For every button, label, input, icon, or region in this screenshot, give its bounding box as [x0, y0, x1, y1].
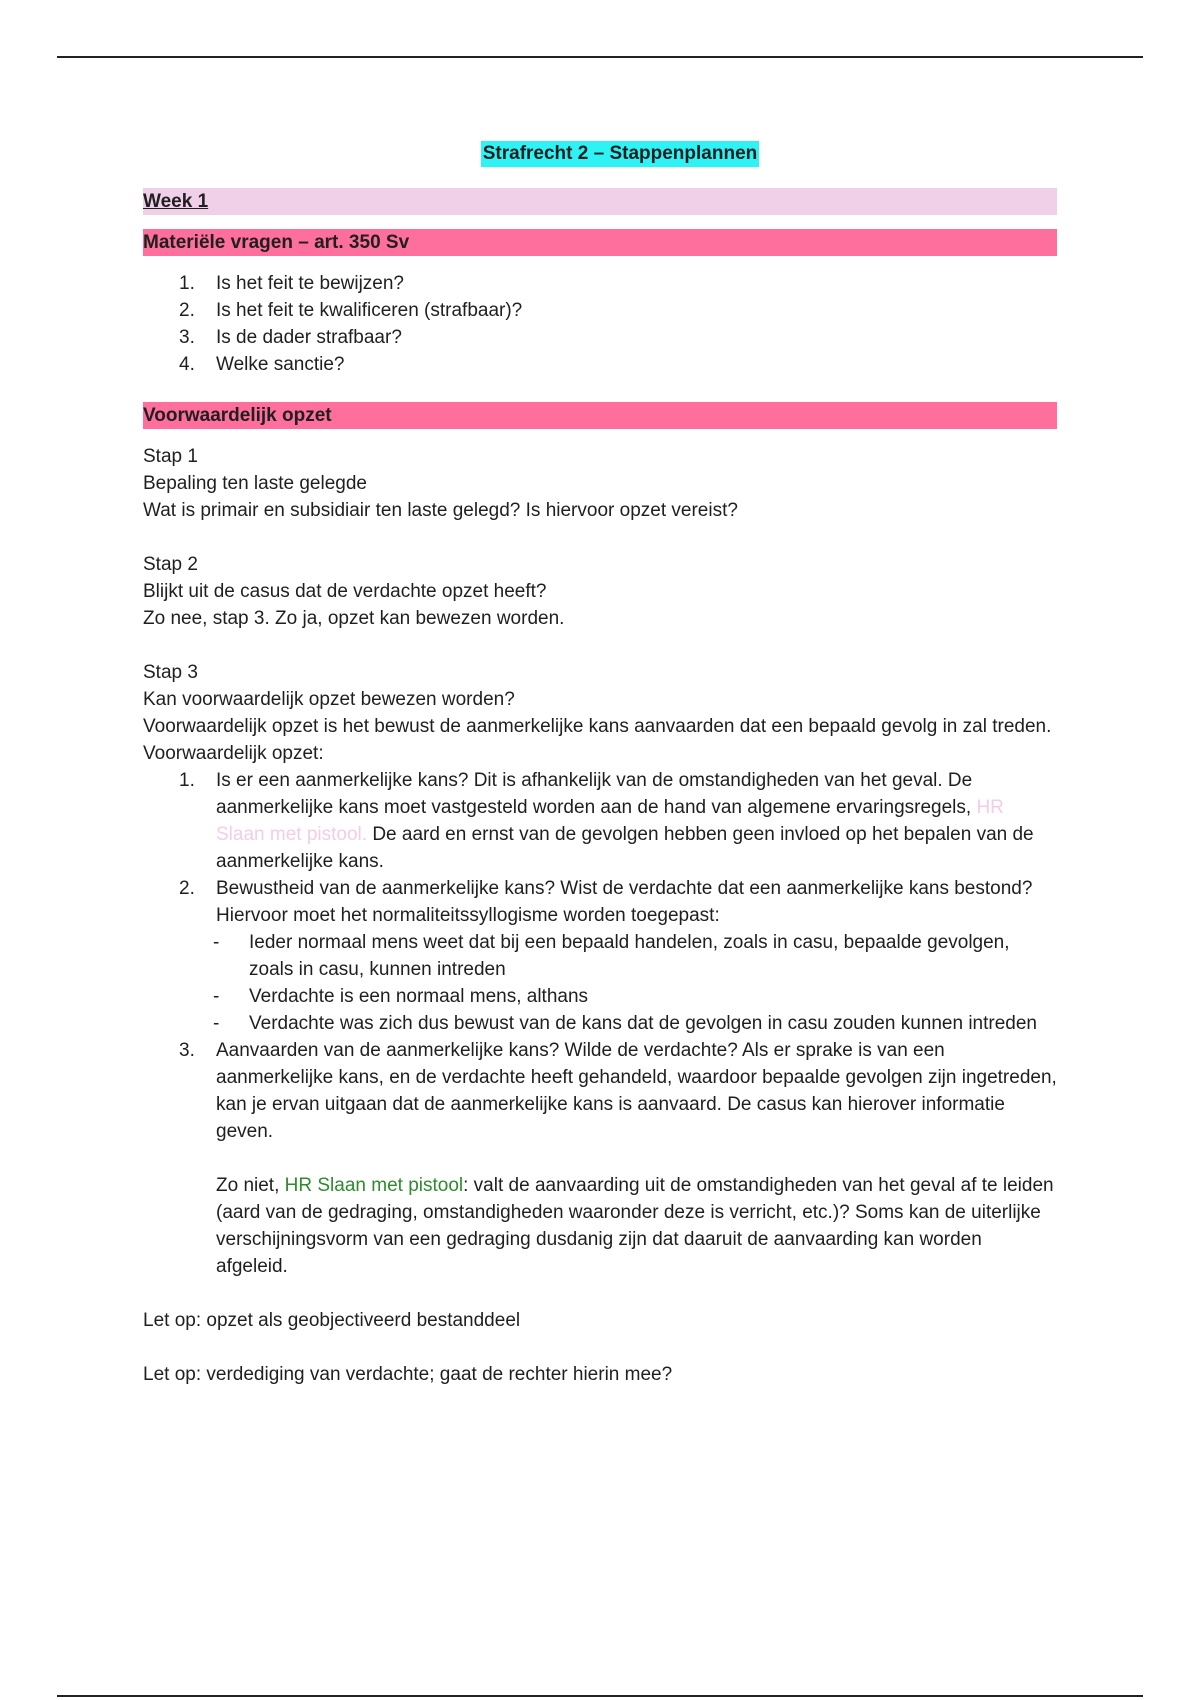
- section-heading-voorwaardelijk-opzet: Voorwaardelijk opzet: [143, 402, 1057, 429]
- dash-item: - Ieder normaal mens weet dat bij een bepaald handelen, zoals in casu, bepaalde gevolgen, zoals in casu, kunnen intreden: [213, 932, 1010, 980]
- stap2-label: Stap 2: [143, 554, 198, 575]
- case-link-hr-slaan-met-pistool[interactable]: HR Slaan met pistool: [284, 1175, 464, 1196]
- dash-item: - Verdachte was zich dus bewust van de kans dat de gevolgen in casu zouden kunnen intreden: [213, 1013, 1037, 1034]
- stap1-line1: Bepaling ten laste gelegde: [143, 473, 367, 494]
- stap2-line2: Zo nee, stap 3. Zo ja, opzet kan bewezen worden.: [143, 608, 565, 629]
- voorwaardelijk-opzet-list: [143, 767, 1057, 1280]
- list-item: 2. Is het feit te kwalificeren (strafbaar)?: [179, 300, 523, 321]
- materiele-vragen-list: [143, 270, 1057, 378]
- top-rule: [57, 56, 1143, 58]
- stap1-label: Stap 1: [143, 446, 198, 467]
- section-heading-materiele-vragen: Materiële vragen – art. 350 Sv: [143, 229, 1057, 256]
- list-item-aanvaarden: 3. Aanvaarden van de aanmerkelijke kans? Wilde de verdachte? Als er sprake is van een aanmerkelijke kans, en de verdachte heeft gehandeld, waardoor bepaalde gevolgen zijn ingetreden, kan je ervan uitgaan dat de aanmerkelijke kans is aanvaard. De casus kan hierover informatie geven. Zo niet, HR Slaan met pistool: valt de aanvaarding uit de omstandigheden van het geval af te leiden (aard van de gedraging, omstandigheden waaronder deze is verricht, etc.)? Soms kan de uiterlijke verschijningsvorm van een gedraging dusdanig zijn dat daaruit de aanvaarding kan worden afgeleid.: [143, 1037, 1057, 1280]
- title-wrap: [143, 140, 1057, 172]
- document-title: Strafrecht 2 – Stappenplannen: [481, 141, 760, 167]
- zo-niet-paragraph: Zo niet, HR Slaan met pistool: valt de aanvaarding uit de omstandigheden van het geval af te leiden (aard van de gedraging, omstandigheden waaronder deze is verricht, etc.)? Soms kan de uiterlijke verschijningsvorm van een gedraging dusdanig zijn dat daaruit de aanvaarding kan worden afgeleid.: [216, 1175, 1054, 1277]
- stap3-line2: Voorwaardelijk opzet is het bewust de aanmerkelijke kans aanvaarden dat een bepaald gevolg in zal treden. Voorwaardelijk opzet:: [143, 716, 1052, 764]
- bottom-rule: [57, 1695, 1143, 1697]
- normaliteitssyllogisme-list: [143, 929, 1057, 1037]
- document-page: [143, 140, 1057, 1388]
- stap3-label: Stap 3: [143, 662, 198, 683]
- faint-case-reference: HR Slaan met pistool.: [216, 797, 1004, 845]
- list-item: 4. Welke sanctie?: [179, 354, 345, 375]
- stap3-line1: Kan voorwaardelijk opzet bewezen worden?: [143, 689, 515, 710]
- let-op-2: Let op: verdediging van verdachte; gaat de rechter hierin mee?: [143, 1364, 673, 1385]
- let-op-1: Let op: opzet als geobjectiveerd bestanddeel: [143, 1310, 521, 1331]
- list-item: 1. Is het feit te bewijzen?: [179, 273, 404, 294]
- stap1-line2: Wat is primair en subsidiair ten laste gelegd? Is hiervoor opzet vereist?: [143, 500, 738, 521]
- list-item-bewustheid: 2. Bewustheid van de aanmerkelijke kans? Wist de verdachte dat een aanmerkelijke kans bestond? Hiervoor moet het normaliteitssyllogisme worden toegepast: - Ieder normaal mens weet dat bij een bepaald handelen, zoals in casu, bepaalde gevolgen, zoals in casu, kunnen intreden - Verdachte is een normaal mens, althans - Verdachte was zich dus bewust van de kans dat de gevolgen in casu zouden kunnen intreden: [143, 875, 1057, 1037]
- week-heading: Week 1: [143, 188, 1057, 215]
- list-item: 3. Is de dader strafbaar?: [179, 327, 402, 348]
- stap2-line1: Blijkt uit de casus dat de verdachte opzet heeft?: [143, 581, 547, 602]
- list-item-aanmerkelijke-kans: 1. Is er een aanmerkelijke kans? Dit is afhankelijk van de omstandigheden van het geval. De aanmerkelijke kans moet vastgesteld worden aan de hand van algemene ervaringsregels, HR Slaan met pistool. De aard en ernst van de gevolgen hebben geen invloed op het bepalen van de aanmerkelijke kans.: [179, 770, 1034, 872]
- dash-item: - Verdachte is een normaal mens, althans: [213, 986, 589, 1007]
